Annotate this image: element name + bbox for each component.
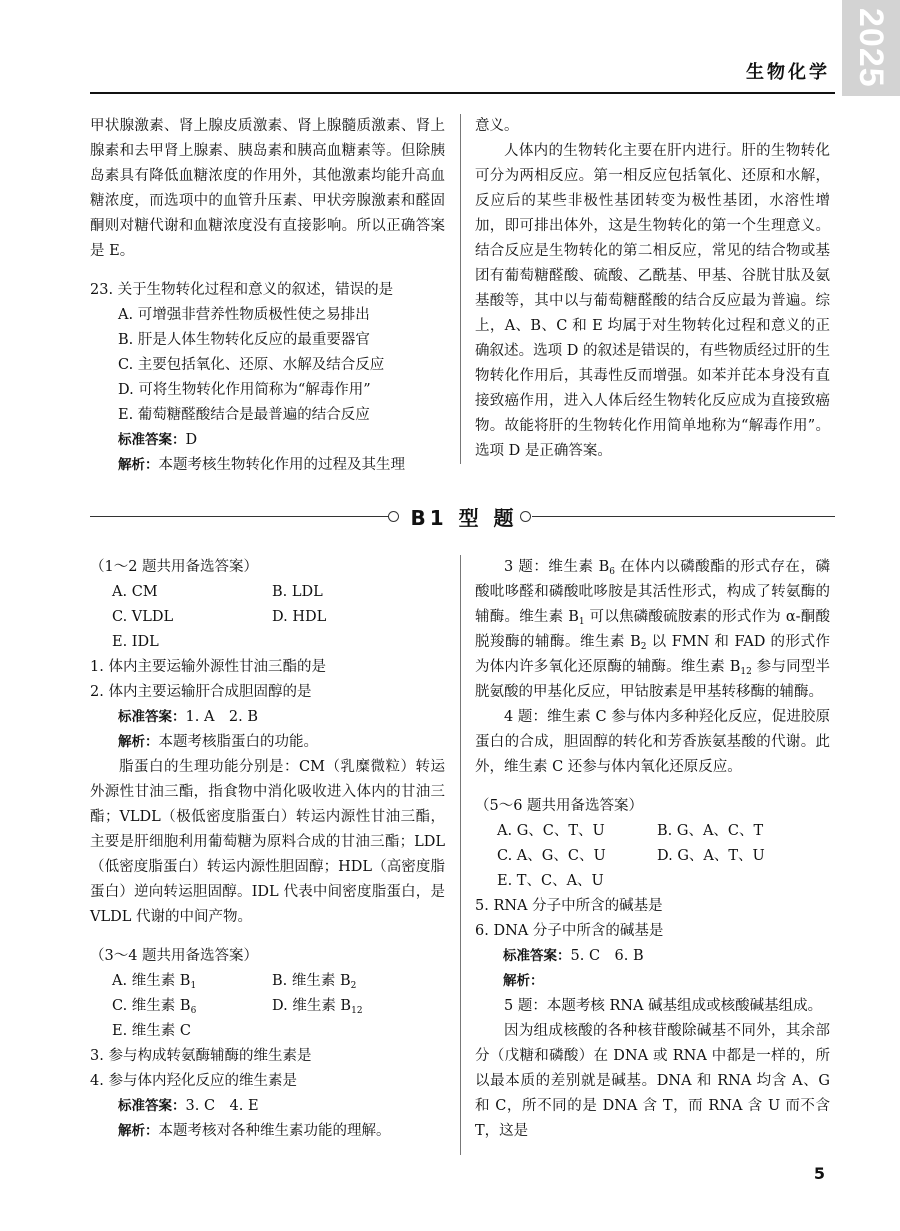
bottom-left-column: [90, 555, 445, 1144]
top-right-column: [475, 114, 830, 464]
q1-2-answer: [90, 705, 445, 730]
option-c: C. A、G、C、U: [497, 848, 606, 864]
section-b1-title: [0, 502, 900, 532]
option-b: B. LDL: [272, 584, 323, 600]
q23-answer: [90, 428, 445, 453]
group-3-4-header: （3～4 题共用备选答案）: [90, 948, 259, 964]
year-label: 2025: [852, 8, 890, 88]
group-3-4-options: [90, 969, 445, 1044]
option-d: D. HDL: [272, 609, 327, 625]
continuation-line: 意义。: [475, 118, 519, 134]
question-4: 4. 参与体内羟化反应的维生素是: [90, 1073, 297, 1089]
q23-option-d: D. 可将生物转化作用简称为“解毒作用”: [118, 382, 371, 398]
q23-option-c: C. 主要包括氧化、还原、水解及结合反应: [118, 357, 385, 373]
question-6: 6. DNA 分子中所含的碱基是: [475, 923, 664, 939]
option-b: B. G、A、C、T: [657, 823, 764, 839]
q5-6-answer: [475, 944, 830, 969]
option-a: A. 维生素 $B_1$: [112, 973, 197, 991]
group-5-6-header: （5～6 题共用备选答案）: [475, 798, 644, 814]
header-rule: [90, 92, 835, 94]
bottom-right-column: [475, 555, 830, 1144]
option-d: D. G、A、T、U: [657, 848, 765, 864]
option-a: A. CM: [112, 584, 158, 600]
analysis-label: 解析：: [118, 1123, 159, 1139]
option-e: E. 维生素 C: [112, 1023, 192, 1039]
page-number: 5: [813, 1164, 825, 1183]
answer-value: 5. C 6. B: [570, 948, 644, 964]
lipoprotein-paragraph: 脂蛋白的生理功能分别是：CM（乳糜微粒）转运外源性甘油三酯，指食物中消化吸收进入体内的甘油三酯；VLDL（极低密度脂蛋白）转运内源性甘油三酯，主要是肝细胞利用葡萄糖为原料合成的甘油三酯；LDL（低密度脂蛋白）转运内源性胆固醇；HDL（高密度脂蛋白）逆向转运胆固醇。IDL 代表中间密度脂蛋白，是 VLDL 代谢的中间产物。: [90, 759, 445, 925]
option-c: C. 维生素 $B_6$: [112, 998, 197, 1016]
analysis-label: 解析：: [118, 734, 159, 750]
q23-option-a: A. 可增强非营养性物质极性使之易排出: [118, 307, 370, 323]
answer-label: 标准答案：: [118, 1098, 186, 1114]
option-d: D. 维生素 $B_{12}$: [272, 998, 363, 1016]
answer-label: 标准答案：: [503, 948, 571, 964]
question-5: 5. RNA 分子中所含的碱基是: [475, 898, 663, 914]
answer-value: 3. C 4. E: [185, 1098, 259, 1114]
analysis-text: 本题考核对各种维生素功能的理解。: [158, 1123, 391, 1139]
q3-4-analysis: [90, 1119, 445, 1144]
answer-label: 标准答案：: [118, 709, 186, 725]
title-ornament-right: [520, 511, 531, 522]
biotransformation-paragraph: 人体内的生物转化主要在肝内进行。肝的生物转化可分为两相反应。第一相反应包括氧化、还原和水解，反应后的某些非极性基团转变为极性基团，水溶性增加，即可排出体外，这是生物转化的第一个生理意义。结合反应是生物转化的第二相反应，常见的结合物或基团有葡萄糖醛酸、硫酸、乙酰基、甲基、谷胱甘肽及氨基酸等，其中以与葡萄糖醛酸的结合反应最为普遍。综上，A、B、C 和 E 均属于对生物转化过程和意义的正确叙述。选项 D 的叙述是错误的，有些物质经过肝的生物转化作用后，其毒性反而增强。如苯并芘本身没有直接致癌作用，进入人体后经生物转化反应成为直接致癌物。故能将肝的生物转化作用简单地称为“解毒作用”。选项 D 是正确答案。: [475, 143, 830, 459]
q23-option-b: B. 肝是人体生物转化反应的最重要器官: [118, 332, 370, 348]
analysis-text: 本题考核脂蛋白的功能。: [158, 734, 318, 750]
top-left-column: [90, 114, 445, 478]
answer-value: 1. A 2. B: [185, 709, 259, 725]
question-3: 3. 参与构成转氨酶辅酶的维生素是: [90, 1048, 312, 1064]
question-1: 1. 体内主要运输外源性甘油三酯的是: [90, 659, 326, 675]
section-label: B1 型 题: [410, 506, 518, 530]
q1-2-analysis: [90, 730, 445, 755]
vitamin-c-paragraph: 4 题：维生素 C 参与体内多种羟化反应，促进胶原蛋白的合成，胆固醇的转化和芳香族氨基酸的代谢。此外，维生素 C 还参与体内氧化还原反应。: [475, 709, 830, 775]
q23-analysis: [90, 453, 445, 478]
bottom-column-divider: [460, 555, 461, 1155]
q5-6-analysis: [475, 969, 830, 994]
title-rule-left: [90, 516, 390, 517]
subject-title: 生物化学: [746, 62, 830, 83]
group-1-2-header: （1～2 题共用备选答案）: [90, 559, 259, 575]
option-b: B. 维生素 $B_2$: [272, 973, 357, 991]
nucleic-acid-paragraph: 因为组成核酸的各种核苷酸除碱基不同外，其余部分（戊糖和磷酸）在 DNA 或 RNA 中都是一样的，所以最本质的差别就是碱基。DNA 和 RNA 均含 A、G 和 C，所不同的是 DNA 含 T，而 RNA 含 U 而不含 T，这是: [475, 1023, 830, 1139]
title-rule-right: [532, 516, 835, 517]
answer-label: 标准答案：: [118, 432, 186, 448]
q3-4-answer: [90, 1094, 445, 1119]
option-e: E. IDL: [112, 634, 159, 650]
title-ornament-left: [388, 511, 399, 522]
group-5-6-options: [475, 819, 830, 894]
q23-option-e: E. 葡萄糖醛酸结合是最普遍的结合反应: [118, 407, 370, 423]
answer-value: D: [185, 432, 198, 448]
option-a: A. G、C、T、U: [497, 823, 605, 839]
option-c: C. VLDL: [112, 609, 174, 625]
top-column-divider: [460, 114, 461, 464]
vitamin-b-paragraph: 3 题：维生素 $B_6$ 在体内以磷酸酯的形式存在，磷酸吡哆醛和磷酸吡哆胺是其活性形式，构成了转氨酶的辅酶。维生素 $B_1$ 可以焦磷酸硫胺素的形式作为 α-酮酸脱羧酶的辅酶。维生素 $B_2$ 以 FMN 和 FAD 的形式作为体内许多氧化还原酶的辅酶。维生素 $B_{12}$ 参与同型半胱氨酸的甲基化反应，甲钴胺素是甲基转移酶的辅酶。: [475, 559, 830, 700]
continuation-text: 甲状腺激素、肾上腺皮质激素、肾上腺髓质激素、肾上腺素和去甲肾上腺素、胰岛素和胰高血糖素等。但除胰岛素具有降低血糖浓度的作用外，其他激素均能升高血糖浓度，而选项中的血管升压素、甲状旁腺激素和醛固酮则对糖代谢和血糖浓度没有直接影响。所以正确答案是 E。: [90, 118, 445, 259]
option-e: E. T、C、A、U: [497, 873, 604, 889]
q5-explanation: 5 题：本题考核 RNA 碱基组成或核酸碱基组成。: [504, 998, 823, 1014]
year-tab: [842, 0, 900, 96]
analysis-text: 本题考核生物转化作用的过程及其生理: [158, 457, 405, 473]
group-1-2-options: [90, 580, 445, 655]
analysis-label: 解析：: [118, 457, 159, 473]
question-2: 2. 体内主要运输肝合成胆固醇的是: [90, 684, 312, 700]
question-23-stem: 23. 关于生物转化过程和意义的叙述，错误的是: [90, 282, 394, 298]
analysis-label: 解析：: [503, 973, 544, 989]
